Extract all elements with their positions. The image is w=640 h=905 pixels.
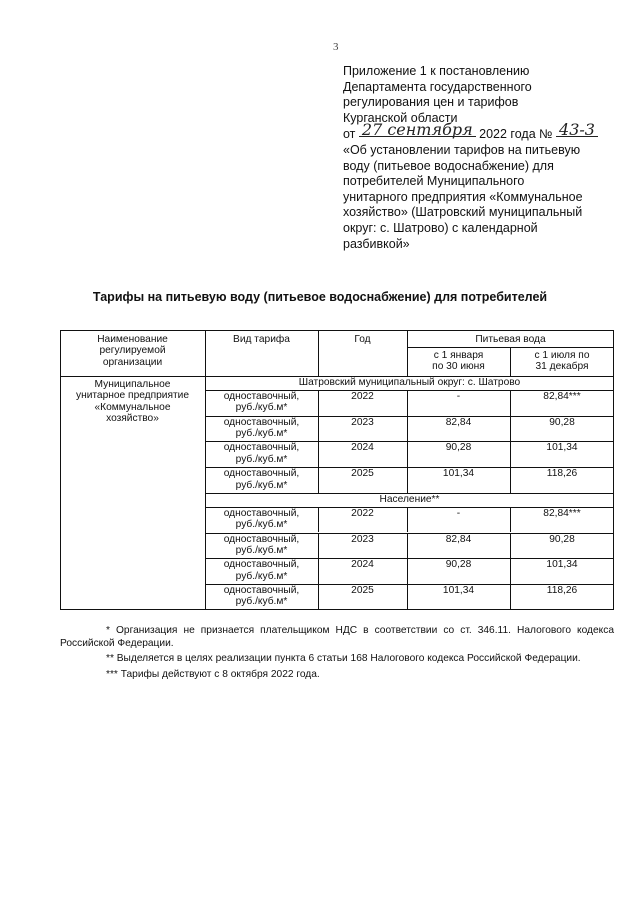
cell-text-line: руб./куб.м*: [235, 428, 288, 440]
tariff-type-cell: [207, 585, 316, 609]
tariff-type-cell: [207, 417, 316, 441]
tariff-table: [60, 330, 614, 610]
period1-value-cell: 82,84: [445, 533, 472, 545]
cell-text-line: руб./куб.м*: [235, 519, 288, 531]
appendix-line: Департамента государственного: [343, 79, 532, 94]
cell-text-line: хозяйство»: [106, 413, 159, 425]
year-cell: 2025: [351, 584, 374, 596]
period2-value-cell: 118,26: [546, 468, 578, 480]
year-text: 2022 года №: [479, 127, 553, 142]
table-border: [205, 330, 206, 610]
cell-text-line: одноставочный,: [223, 533, 300, 545]
appendix-date-line: [343, 120, 628, 143]
header-year: Год: [354, 334, 371, 345]
tariff-type-cell: [207, 391, 316, 415]
table-border: [60, 330, 61, 610]
cell-text-line: Муниципальное: [94, 379, 171, 390]
period2-value-cell: 90,28: [549, 416, 575, 428]
tariff-type-cell: [207, 559, 316, 583]
period2-value-cell: 82,84***: [543, 507, 581, 519]
cell-text-line: организации: [102, 356, 163, 368]
handwritten-date: 27 сентября: [359, 123, 476, 137]
handwritten-number: 43-3: [556, 123, 598, 137]
year-cell: 2024: [351, 442, 374, 454]
appendix-line: Приложение 1 к постановлению: [343, 64, 530, 78]
header-period1: [407, 350, 510, 376]
table-border: [60, 330, 614, 331]
header-water: Питьевая вода: [475, 334, 546, 345]
header-period2: [510, 350, 614, 376]
cell-text-line: одноставочный,: [223, 416, 300, 428]
appendix-subject-line: хозяйство» (Шатровский муниципальный: [343, 205, 583, 220]
page-number: 3: [333, 41, 339, 53]
organization-name: [62, 379, 203, 439]
cell-text-line: 31 декабря: [535, 361, 589, 373]
appendix-line: регулирования цен и тарифов: [343, 95, 519, 110]
period2-value-cell: 118,26: [546, 584, 578, 596]
cell-text-line: с 1 июля по: [534, 350, 590, 361]
tariff-type-cell: [207, 442, 316, 466]
header-organization: [62, 334, 203, 374]
section-title: Шатровский муниципальный округ: с. Шатрово: [298, 377, 521, 388]
year-cell: 2022: [351, 507, 374, 519]
period1-value-cell: 82,84: [445, 416, 472, 428]
appendix-subject-line: унитарного предприятия «Коммунальное: [343, 189, 583, 204]
cell-text-line: руб./куб.м*: [235, 596, 288, 608]
period1-value-cell: 101,34: [442, 584, 475, 596]
period2-value-cell: 101,34: [546, 559, 578, 571]
period2-value-cell: 101,34: [546, 442, 578, 454]
cell-text-line: «Коммунальное: [94, 401, 171, 413]
cell-text-line: одноставочный,: [223, 584, 300, 596]
cell-text-line: одноставочный,: [223, 468, 300, 480]
document-title: Тарифы на питьевую воду (питьевое водоснабжение) для потребителей: [92, 290, 548, 304]
cell-text-line: руб./куб.м*: [235, 570, 288, 582]
appendix-subject-line: округ: с. Шатрово) с календарной: [343, 220, 538, 235]
year-cell: 2025: [351, 468, 374, 480]
cell-text-line: руб./куб.м*: [235, 402, 288, 414]
cell-text-line: одноставочный,: [223, 442, 300, 454]
year-cell: 2023: [351, 533, 374, 545]
tariff-type-cell: [207, 468, 316, 492]
tariff-type-cell: [207, 508, 316, 532]
period1-value-cell: 90,28: [445, 559, 472, 571]
cell-text-line: регулируемой: [99, 345, 166, 357]
cell-text-line: одноставочный,: [223, 391, 300, 402]
appendix-subject-line: «Об установлении тарифов на питьевую: [343, 142, 581, 157]
year-cell: 2022: [351, 391, 374, 402]
cell-text-line: унитарное предприятие: [75, 390, 190, 402]
appendix-subject-line: воду (питьевое водоснабжение) для: [343, 158, 554, 173]
date-prefix: от: [343, 127, 356, 142]
period2-value-cell: 82,84***: [543, 391, 581, 402]
period1-value-cell: -: [456, 507, 461, 519]
year-cell: 2023: [351, 416, 374, 428]
cell-text-line: руб./куб.м*: [235, 453, 288, 465]
cell-text-line: Наименование: [97, 334, 168, 345]
table-border: [60, 609, 614, 610]
appendix-subject-line: потребителей Муниципального: [343, 174, 525, 189]
footnote: ** Выделяется в целях реализации пункта 6 статьи 168 Налогового кодекса Российской Федерации.: [106, 653, 581, 665]
appendix-line: Курганской области: [343, 110, 458, 125]
footnote: * Организация не признается плательщиком НДС в соответствии со ст. 346.11. Налогового кодекса Российской Федерации.: [60, 625, 614, 650]
period1-value-cell: 90,28: [445, 442, 472, 454]
section-title: Население**: [379, 493, 440, 505]
period1-value-cell: -: [456, 391, 461, 402]
footnotes: [60, 624, 614, 683]
cell-text-line: руб./куб.м*: [235, 479, 288, 491]
cell-text-line: по 30 июня: [432, 361, 485, 373]
cell-text-line: одноставочный,: [223, 559, 300, 571]
cell-text-line: одноставочный,: [223, 507, 300, 519]
period1-value-cell: 101,34: [442, 468, 475, 480]
tariff-type-cell: [207, 534, 316, 558]
cell-text-line: руб./куб.м*: [235, 544, 288, 556]
footnote: *** Тарифы действуют с 8 октября 2022 года.: [106, 668, 320, 680]
header-tariff-type: Вид тарифа: [233, 334, 290, 345]
appendix-subject-line: разбивкой»: [343, 236, 410, 251]
year-cell: 2024: [351, 559, 374, 571]
cell-text-line: с 1 января: [433, 350, 484, 361]
appendix-header: [343, 64, 628, 252]
period2-value-cell: 90,28: [549, 533, 575, 545]
